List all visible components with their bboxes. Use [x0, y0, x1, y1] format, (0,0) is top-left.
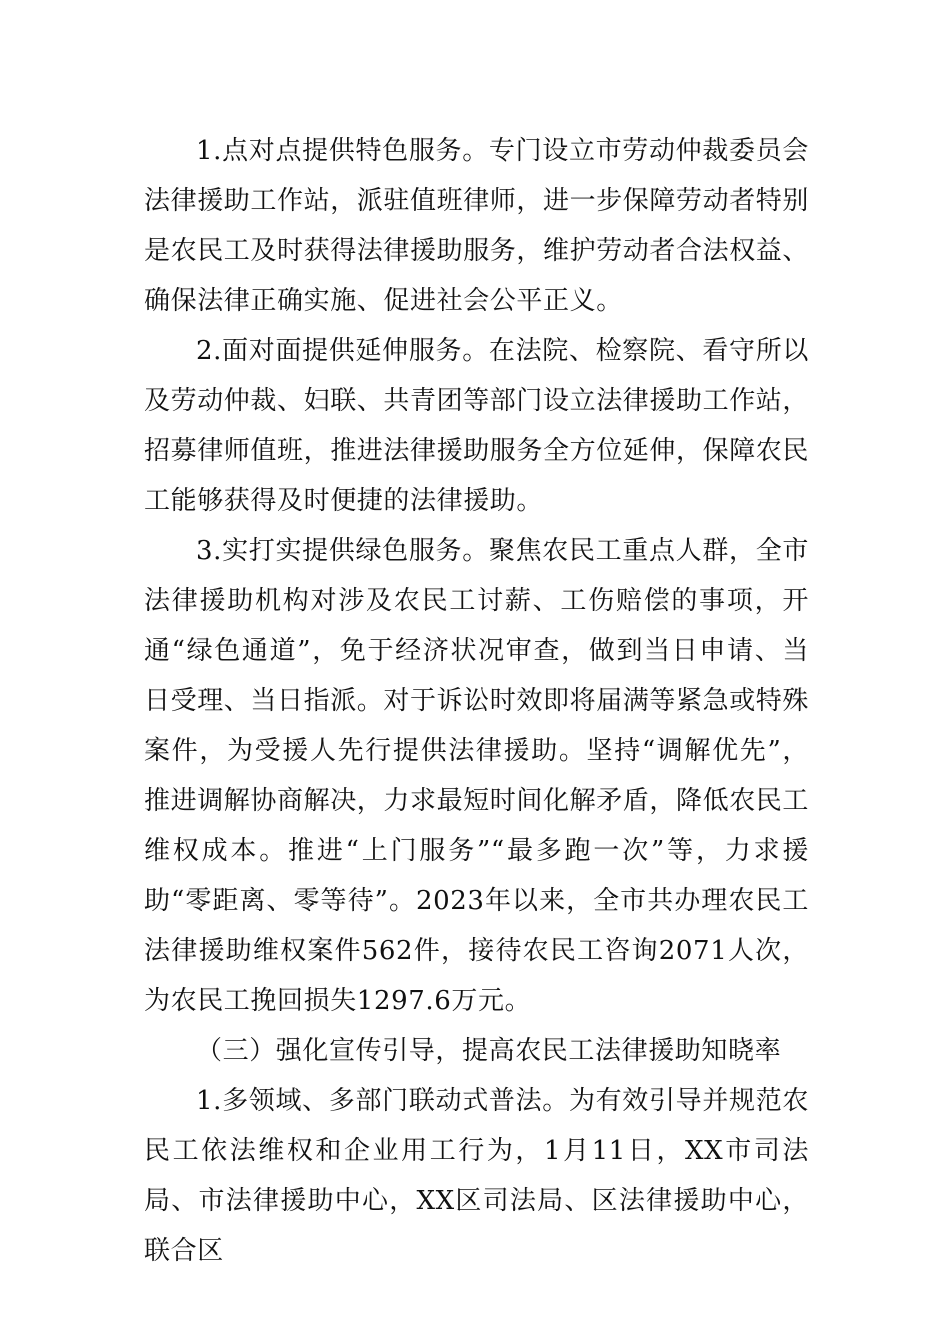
paragraph-face-to-face-service: 2.面对面提供延伸服务。在法院、检察院、看守所以及劳动仲裁、妇联、共青团等部门设立法律援助工作站，招募律师值班，推进法律援助服务全方位延伸，保障农民工能够获得及时便捷的法律援助。	[144, 336, 810, 516]
document-body	[144, 126, 809, 1276]
section-heading-publicity: （三）强化宣传引导，提高农民工法律援助知晓率	[196, 1036, 782, 1066]
paragraph-green-channel-service: 3.实打实提供绿色服务。聚焦农民工重点人群，全市法律援助机构对涉及农民工讨薪、工伤赔偿的事项，开通“绿色通道”，免于经济状况审查，做到当日申请、当日受理、当日指派。对于诉讼时效即将届满等紧急或特殊案件，为受援人先行提供法律援助。坚持“调解优先”，推进调解协商解决，力求最短时间化解矛盾，降低农民工维权成本。推进“上门服务”“最多跑一次”等，力求援助“零距离、零等待”。2023年以来，全市共办理农民工法律援助维权案件562件，接待农民工咨询2071人次，为农民工挽回损失1297.6万元。	[144, 536, 810, 1016]
paragraph-point-to-point-service: 1.点对点提供特色服务。专门设立市劳动仲裁委员会法律援助工作站，派驻值班律师，进一步保障劳动者特别是农民工及时获得法律援助服务，维护劳动者合法权益、确保法律正确实施、促进社会公平正义。	[144, 136, 810, 316]
paragraph-multi-department-legal-education: 1.多领域、多部门联动式普法。为有效引导并规范农民工依法维权和企业用工行为，1月11日，XX市司法局、市法律援助中心，XX区司法局、区法律援助中心，联合区	[144, 1086, 809, 1266]
